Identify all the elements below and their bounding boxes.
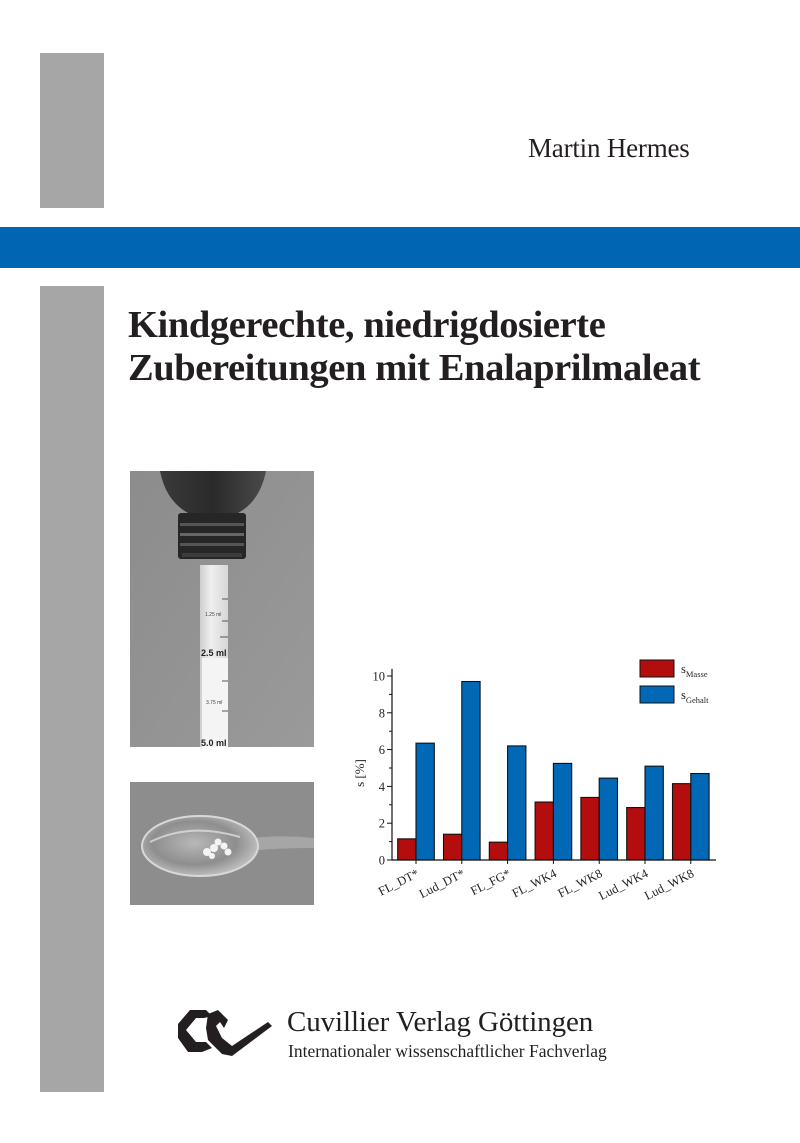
book-title-line-1: Kindgerechte, niedrigdosierte xyxy=(128,304,606,346)
book-title xyxy=(128,304,700,390)
bar-s-masse-1 xyxy=(444,834,462,860)
syringe-photo-illustration xyxy=(130,471,314,747)
bar-s-gehalt-3 xyxy=(553,763,571,860)
syringe-mark-3-75: 3.75 ml xyxy=(206,700,223,706)
bar-s-gehalt-6 xyxy=(691,774,709,860)
legend-label-masse: $s_{Masse}$ xyxy=(681,662,708,679)
author-name: Martin Hermes xyxy=(528,133,690,163)
syringe-mark-5-0: 5.0 ml xyxy=(201,738,227,747)
spoon-photo-illustration xyxy=(130,782,314,905)
y-tick-label: 8 xyxy=(378,706,385,721)
bar-chart xyxy=(330,650,730,910)
syringe-mark-1-25: 1.25 ml xyxy=(205,612,222,618)
x-tick-label: Lud_WK8 xyxy=(642,866,697,903)
bar-s-masse-0 xyxy=(398,839,416,860)
y-tick-label: 4 xyxy=(378,779,385,794)
bar-s-masse-5 xyxy=(627,808,645,860)
x-tick-label: FL_DT* xyxy=(376,866,422,899)
cuvillier-cv-logo-icon xyxy=(176,1004,276,1060)
x-tick-label: Lud_WK4 xyxy=(596,866,651,903)
y-tick-label: 6 xyxy=(378,743,385,758)
publisher-name: Cuvillier Verlag Göttingen xyxy=(287,1006,594,1038)
y-tick-label: 10 xyxy=(372,669,385,684)
syringe-mark-2-5: 2.5 ml xyxy=(201,648,227,658)
y-axis-label: s [%] xyxy=(352,759,367,787)
legend-label-gehalt: $s_{Gehalt}$ xyxy=(681,688,709,705)
decorative-gray-bar-top xyxy=(40,53,104,208)
publisher-logo xyxy=(176,1004,276,1060)
publisher-tagline: Internationaler wissenschaftlicher Fachverlag xyxy=(288,1041,607,1061)
x-tick-label: FL_WK4 xyxy=(509,866,559,901)
bar-s-gehalt-4 xyxy=(599,778,617,860)
book-title-line-2: Zubereitungen mit Enalaprilmaleat xyxy=(128,347,701,389)
bar-s-gehalt-5 xyxy=(645,766,663,860)
bar-s-gehalt-2 xyxy=(508,746,526,860)
bar-s-masse-3 xyxy=(535,802,553,860)
bar-s-masse-4 xyxy=(581,797,599,860)
x-tick-label: Lud_DT* xyxy=(416,866,468,902)
legend-swatch-masse xyxy=(640,660,674,677)
decorative-gray-bar-main xyxy=(40,286,104,1092)
photo-oral-syringe xyxy=(130,471,314,747)
y-tick-label: 2 xyxy=(378,816,385,831)
accent-blue-band xyxy=(0,227,800,268)
x-tick-label: FL_WK8 xyxy=(555,866,605,901)
photo-spoon-pellets xyxy=(130,782,314,905)
legend-swatch-gehalt xyxy=(640,686,674,703)
y-tick-label: 0 xyxy=(378,853,385,868)
bar-chart-svg xyxy=(330,650,730,910)
bar-s-gehalt-1 xyxy=(462,682,480,860)
bar-s-masse-6 xyxy=(673,784,691,860)
bar-s-gehalt-0 xyxy=(416,743,434,860)
bar-s-masse-2 xyxy=(489,842,507,860)
x-tick-label: FL_FG* xyxy=(468,866,513,899)
